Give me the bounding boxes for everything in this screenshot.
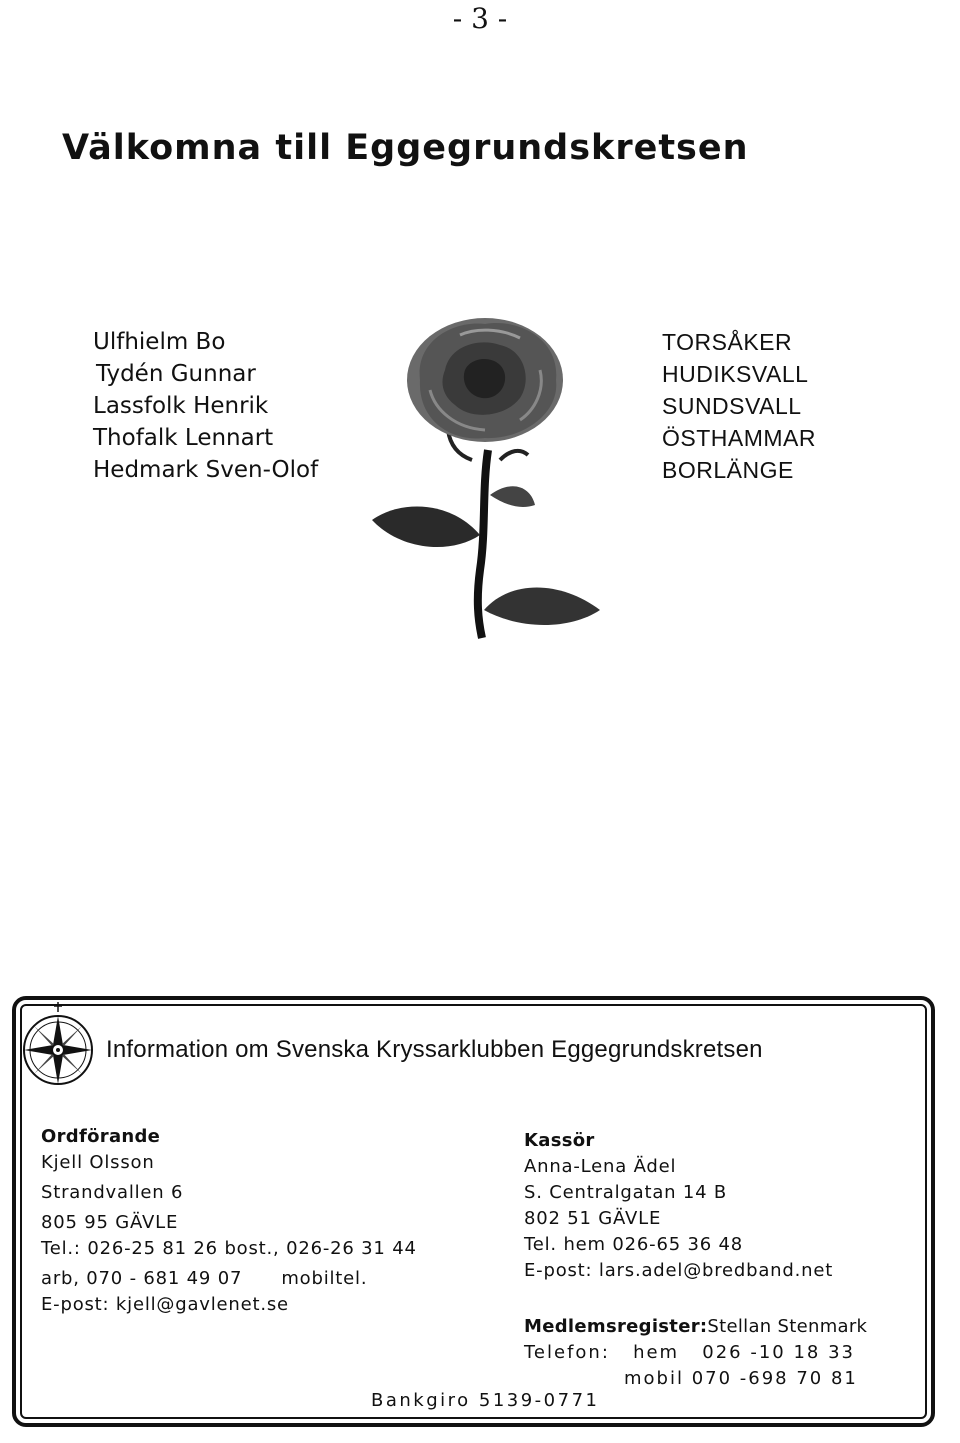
medlemsregister-mobil: mobil 070 -698 70 81 [624, 1368, 858, 1389]
ordforande-block [41, 1124, 417, 1318]
kassor-block [524, 1128, 833, 1284]
ordforande-label: Ordförande [41, 1126, 161, 1147]
rose-icon [360, 310, 610, 640]
kassor-label: Kassör [524, 1130, 595, 1151]
ordforande-line: 805 95 GÄVLE [41, 1212, 179, 1233]
kassor-line: 802 51 GÄVLE [524, 1208, 662, 1229]
medlemsregister-label: Medlemsregister: [524, 1316, 708, 1337]
kassor-line: S. Centralgatan 14 B [524, 1182, 728, 1203]
member-places [662, 326, 816, 486]
member-place: ÖSTHAMMAR [662, 425, 816, 451]
kassor-email: E-post: lars.adel@bredband.net [524, 1260, 834, 1281]
member-place: SUNDSVALL [662, 393, 802, 419]
ordforande-email: E-post: kjell@gavlenet.se [41, 1294, 289, 1315]
member-name: Ulfhielm Bo [93, 329, 226, 355]
medlemsregister-telefon: Telefon: hem 026 -10 18 33 [524, 1342, 855, 1363]
member-name: Hedmark Sven-Olof [93, 457, 319, 483]
medlemsregister-block [524, 1314, 867, 1392]
member-names [93, 326, 318, 486]
member-name: Thofalk Lennart [93, 425, 274, 451]
kassor-line: Anna-Lena Ädel [524, 1156, 677, 1177]
member-place: HUDIKSVALL [662, 361, 809, 387]
compass-rose-icon [14, 1000, 106, 1092]
kassor-line: Tel. hem 026-65 36 48 [524, 1234, 744, 1255]
member-place: TORSÅKER [662, 329, 793, 355]
ordforande-line: arb, 070 - 681 49 07 mobiltel. [41, 1268, 368, 1289]
bankgiro: Bankgiro 5139-0771 [371, 1390, 600, 1411]
medlemsregister-name: Stellan Stenmark [707, 1316, 868, 1337]
ordforande-line: Strandvallen 6 [41, 1182, 184, 1203]
page-title: Välkomna till Eggegrundskretsen [62, 128, 749, 168]
page-number: - 3 - [452, 2, 508, 35]
member-name: Lassfolk Henrik [93, 393, 269, 419]
member-name: Tydén Gunnar [96, 361, 256, 387]
member-place: BORLÄNGE [662, 457, 794, 483]
ordforande-line: Kjell Olsson [41, 1152, 155, 1173]
info-heading: Information om Svenska Kryssarklubben Eggegrundskretsen [106, 1036, 763, 1063]
ordforande-line: Tel.: 026-25 81 26 bost., 026-26 31 44 [41, 1238, 417, 1259]
